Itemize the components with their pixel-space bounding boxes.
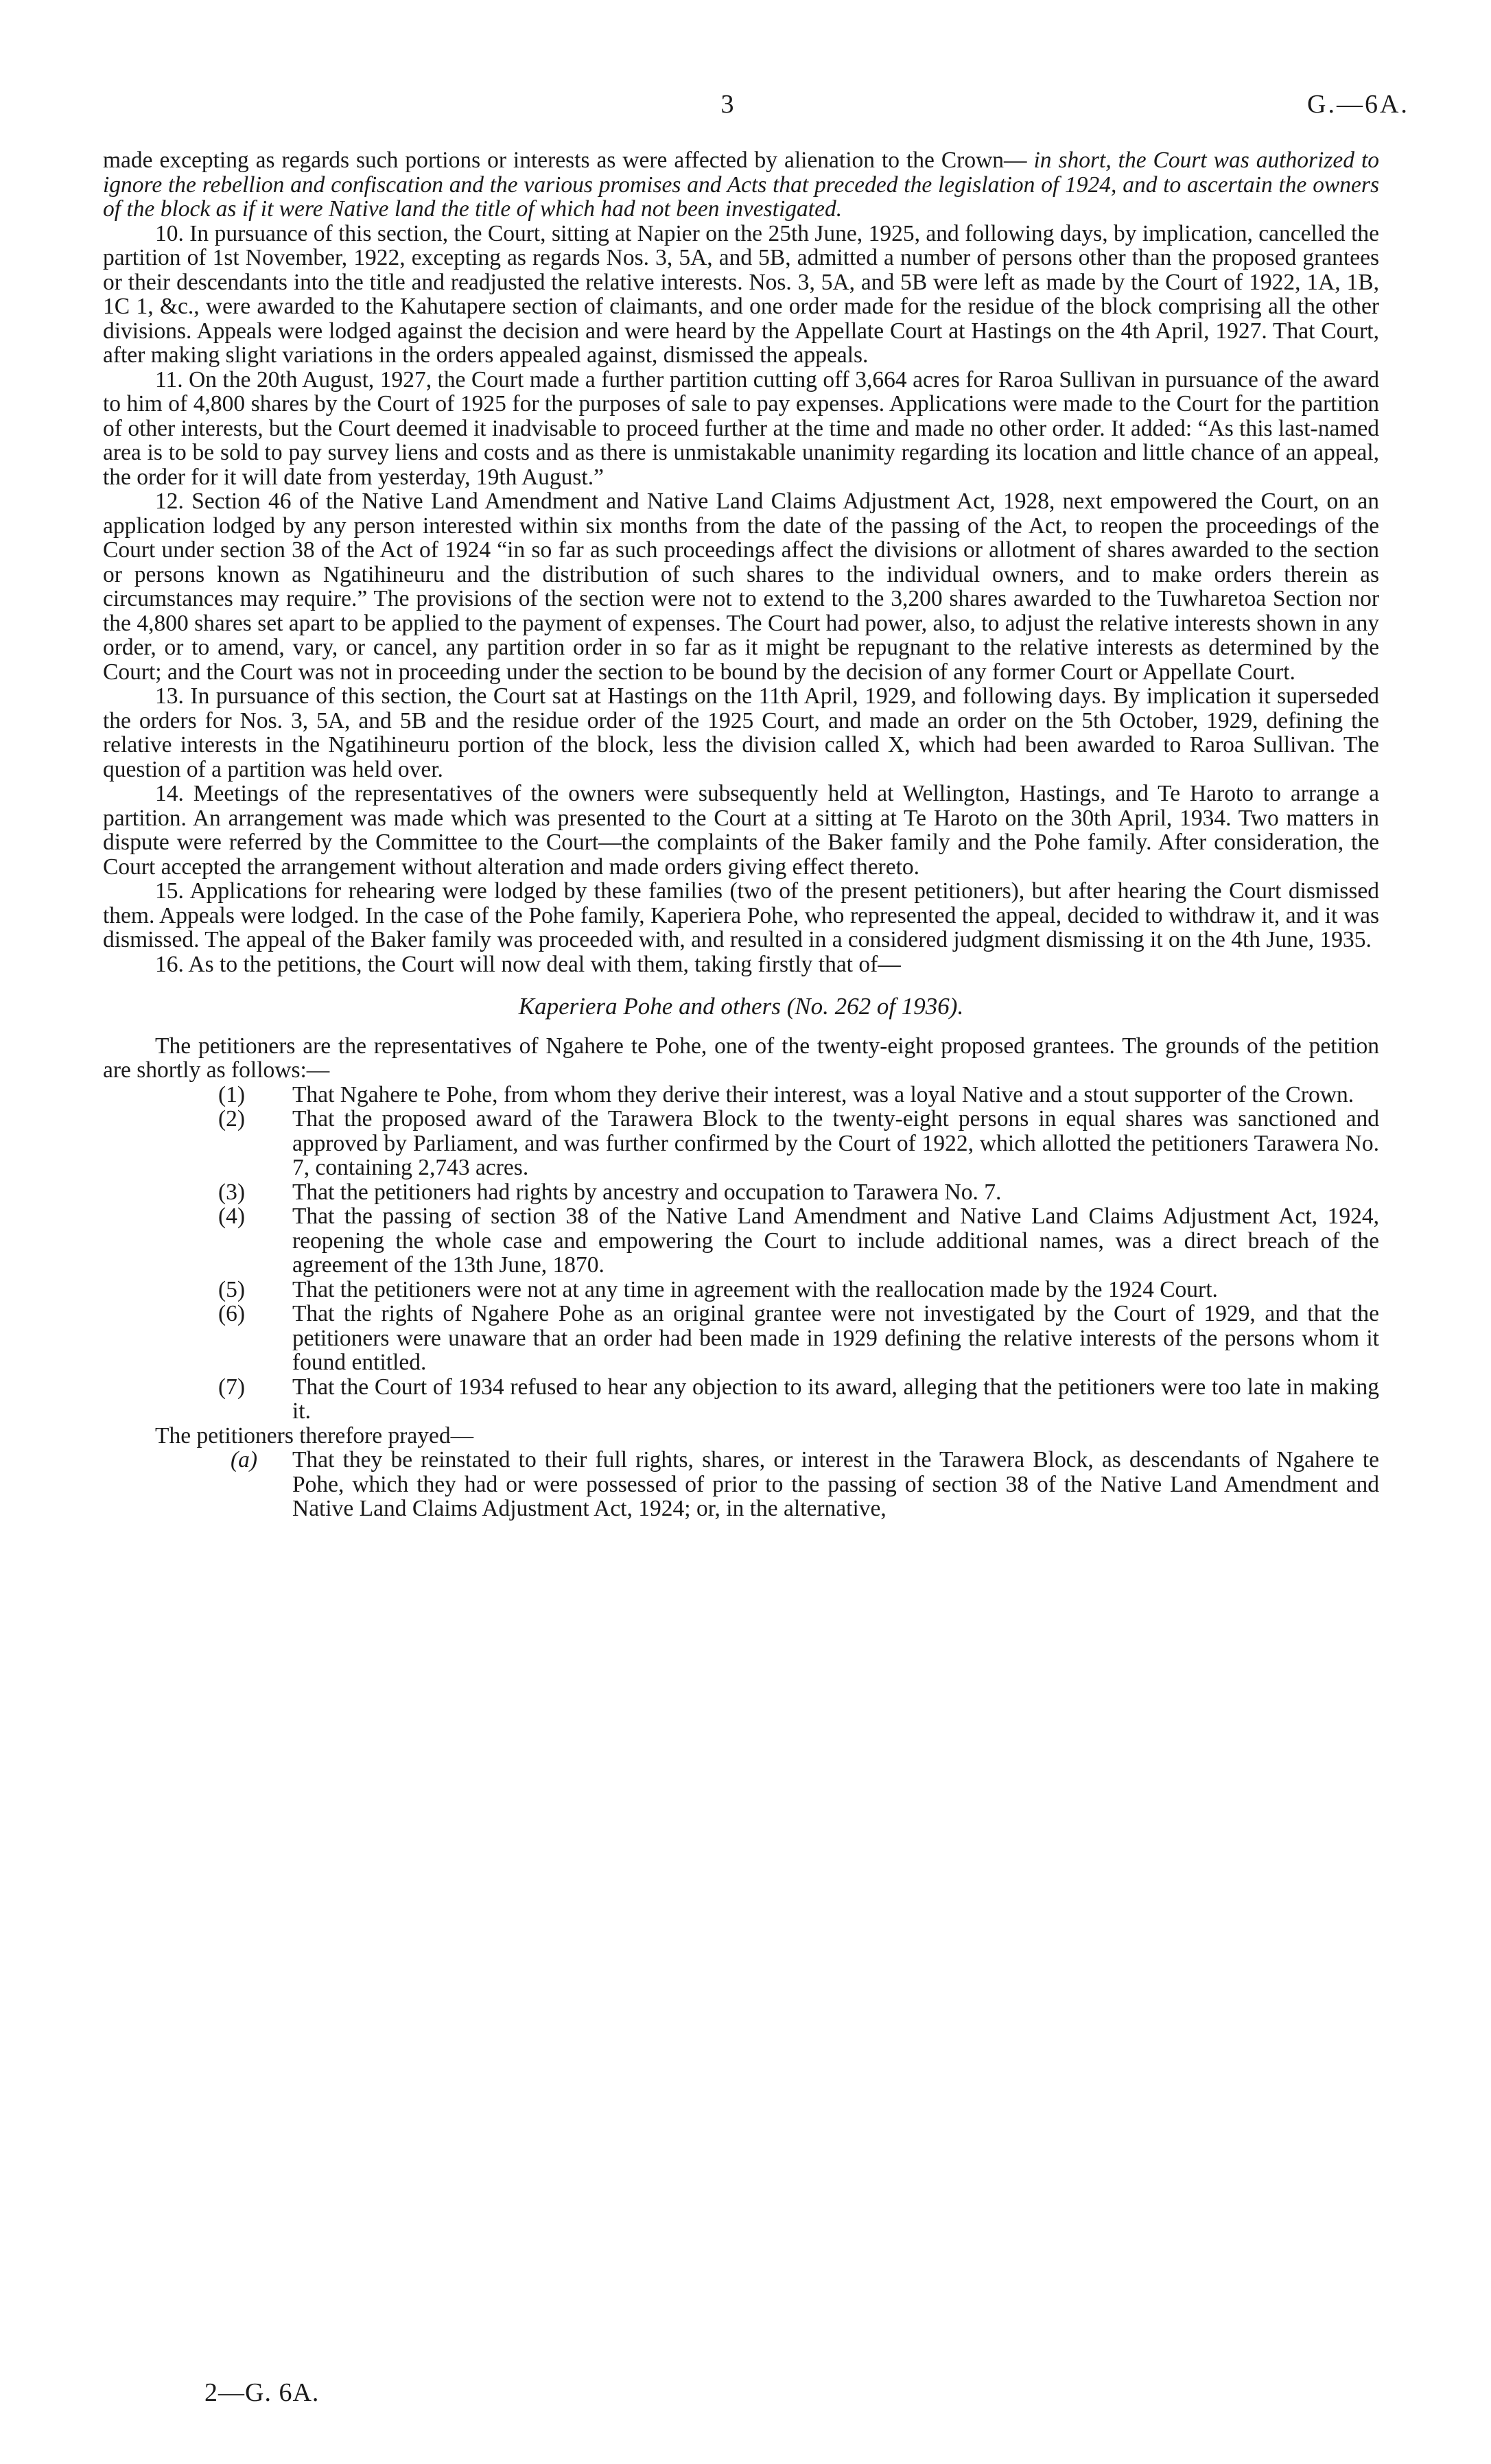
ground-number: (3) — [218, 1179, 246, 1205]
paragraph-13: 13. In pursuance of this section, the Court sat at Hastings on the 11th April, 1929, and following days. By implication it superseded the orders for Nos. 3, 5A, and 5B and the residue order of the 1925 Court, and made an order on the 5th October, 1929, defining the relative interests in the Ngatihineuru portion of the block, less the division called X, which had been awarded to Raroa Sullivan. The question of a partition was held over. — [103, 683, 1379, 782]
paragraph-16: 16. As to the petitions, the Court will now deal with them, taking firstly that of— — [155, 951, 901, 977]
ground-text: That the Court of 1934 refused to hear any objection to its award, alleging that the petitioners were too late in making it. — [292, 1374, 1379, 1424]
ground-item — [103, 1083, 1379, 1107]
ground-number: (1) — [218, 1081, 246, 1107]
ground-text: That the proposed award of the Tarawera Block to the twenty-eight persons in equal shares was sanctioned and approved by Parliament, and was further confirmed by the Court of 1922, which allotted the petitioners Tarawera No. 7, containing 2,743 acres. — [292, 1106, 1379, 1180]
prayer-letter: (a) — [231, 1447, 258, 1472]
document-reference: G.—6A. — [1307, 90, 1409, 119]
paragraph-15: 15. Applications for rehearing were lodged by these families (two of the present petitioners), but after hearing the Court dismissed them. Appeals were lodged. In the case of the Pohe family, Kaperiera Pohe, who represented the appeal, decided to withdraw it, and it was dismissed. The appeal of the Baker family was proceeded with, and resulted in a considered judgment dismissing it on the 4th June, 1935. — [103, 878, 1379, 952]
ground-number: (2) — [218, 1106, 246, 1131]
petition-intro: The petitioners are the representatives of Ngahere te Pohe, one of the twenty-eight proposed grantees. The grounds of the petition are shortly as follows:— — [103, 1033, 1379, 1083]
prayer-item — [103, 1448, 1379, 1521]
ground-item — [103, 1278, 1379, 1302]
paragraph-14: 14. Meetings of the representatives of the owners were subsequently held at Wellington, Hastings, and Te Haroto to arrange a partition. An arrangement was made which was presented to the Court at a sitting at Te Haroto on the 30th April, 1934. Two matters in dispute were referred by the Committee to the Court—the complaints of the Baker family and the Pohe family. After consideration, the Court accepted the arrangement without alteration and made orders giving effect thereto. — [103, 781, 1379, 880]
document-body — [103, 148, 1379, 1521]
ground-text: That the petitioners were not at any time in agreement with the reallocation made by the 1924 Court. — [292, 1276, 1218, 1302]
page-number: 3 — [720, 90, 734, 119]
petition-heading: Kaperiera Pohe and others (No. 262 of 1936). — [518, 993, 964, 1020]
prayer-text: That they be reinstated to their full rights, shares, or interest in the Tarawera Block, as descendants of Ngahere te Pohe, which they had or were possessed of prior to the passing of section 38 of the Native Land Amendment and Native Land Claims Adjustment Act, 1924; or, in the alternative, — [292, 1447, 1379, 1521]
ground-item — [103, 1204, 1379, 1278]
ground-item — [103, 1375, 1379, 1424]
ground-item — [103, 1302, 1379, 1375]
ground-item — [103, 1107, 1379, 1180]
paragraph-10: 10. In pursuance of this section, the Court, sitting at Napier on the 25th June, 1925, and following days, by implication, cancelled the partition of 1st November, 1922, excepting as regards Nos. 3, 5A, and 5B, admitted a number of persons other than the proposed grantees or their descendants into the title and readjusted the relative interests. Nos. 3, 5A, and 5B were left as made by the Court of 1922, 1A, 1B, 1C 1, &c., were awarded to the Kahutapere section of claimants, and one order made for the residue of the block comprising all the other divisions. Appeals were lodged against the decision and were heard by the Appellate Court at Hastings on the 4th April, 1927. That Court, after making slight variations in the orders appealed against, dismissed the appeals. — [103, 220, 1379, 368]
continuation-text: made excepting as regards such portions or interests as were affected by alienation to the Crown— — [103, 148, 1027, 173]
prayer-intro: The petitioners therefore prayed— — [155, 1422, 474, 1448]
ground-item — [103, 1180, 1379, 1205]
ground-number: (7) — [218, 1374, 246, 1400]
ground-text: That the petitioners had rights by ancestry and occupation to Tarawera No. 7. — [292, 1179, 1002, 1205]
continuation-italic-text: in short, the Court was authorized to ignore the rebellion and confiscation and the various promises and Acts that preceded the legislation of 1924, and to ascertain the owners of the block as if it were Native land the title of which had not been investigated. — [103, 148, 1379, 222]
continuation-paragraph — [103, 148, 1379, 222]
ground-text: That the rights of Ngahere Pohe as an original grantee were not investigated by the Court of 1929, and that the petitioners were unaware that an order had been made in 1929 defining the relative interests of the persons whom it found entitled. — [292, 1301, 1379, 1375]
ground-number: (4) — [218, 1204, 246, 1229]
ground-text: That the passing of section 38 of the Native Land Amendment and Native Land Claims Adjustment Act, 1924, reopening the whole case and empowering the Court to include additional names, was a direct breach of the agreement of the 13th June, 1870. — [292, 1204, 1379, 1278]
paragraph-11: 11. On the 20th August, 1927, the Court made a further partition cutting off 3,664 acres for Raroa Sullivan in pursuance of the award to him of 4,800 shares by the Court of 1925 for the purposes of sale to pay expenses. Applications were made to the Court for the partition of other interests, but the Court deemed it inadvisable to proceed further at the time and made no other order. It added: “As this last-named area is to be sold to pay survey liens and costs and as there is unmistakable unanimity regarding its location and little chance of an appeal, the order for it will date from yesterday, 19th August.” — [103, 366, 1379, 490]
ground-text: That Ngahere te Pohe, from whom they derive their interest, was a loyal Native and a stout supporter of the Crown. — [292, 1081, 1354, 1107]
paragraph-12: 12. Section 46 of the Native Land Amendment and Native Land Claims Adjustment Act, 1928, next empowered the Court, on an application lodged by any person interested within six months from the date of the passing of the Act, to reopen the proceedings of the Court under section 38 of the Act of 1924 “in so far as such proceedings affect the divisions or allotment of shares awarded to the section or persons known as Ngatihineuru and the distribution of such shares to the individual owners, and to make orders therein as circumstances may require.” The provisions of the section were not to extend to the 3,200 shares awarded to the Tuwharetoa Section nor the 4,800 shares set apart to be applied to the payment of expenses. The Court had power, also, to adjust the relative interests shown in any order, or to amend, vary, or cancel, any partition order in so far as it might be repugnant to the relative interests as determined by the Court; and the Court was not in proceeding under the section to be bound by the decision of any former Court or Appellate Court. — [103, 489, 1379, 685]
ground-number: (6) — [218, 1301, 246, 1326]
footer-signature: 2—G. 6A. — [204, 2378, 320, 2407]
ground-number: (5) — [218, 1276, 246, 1302]
